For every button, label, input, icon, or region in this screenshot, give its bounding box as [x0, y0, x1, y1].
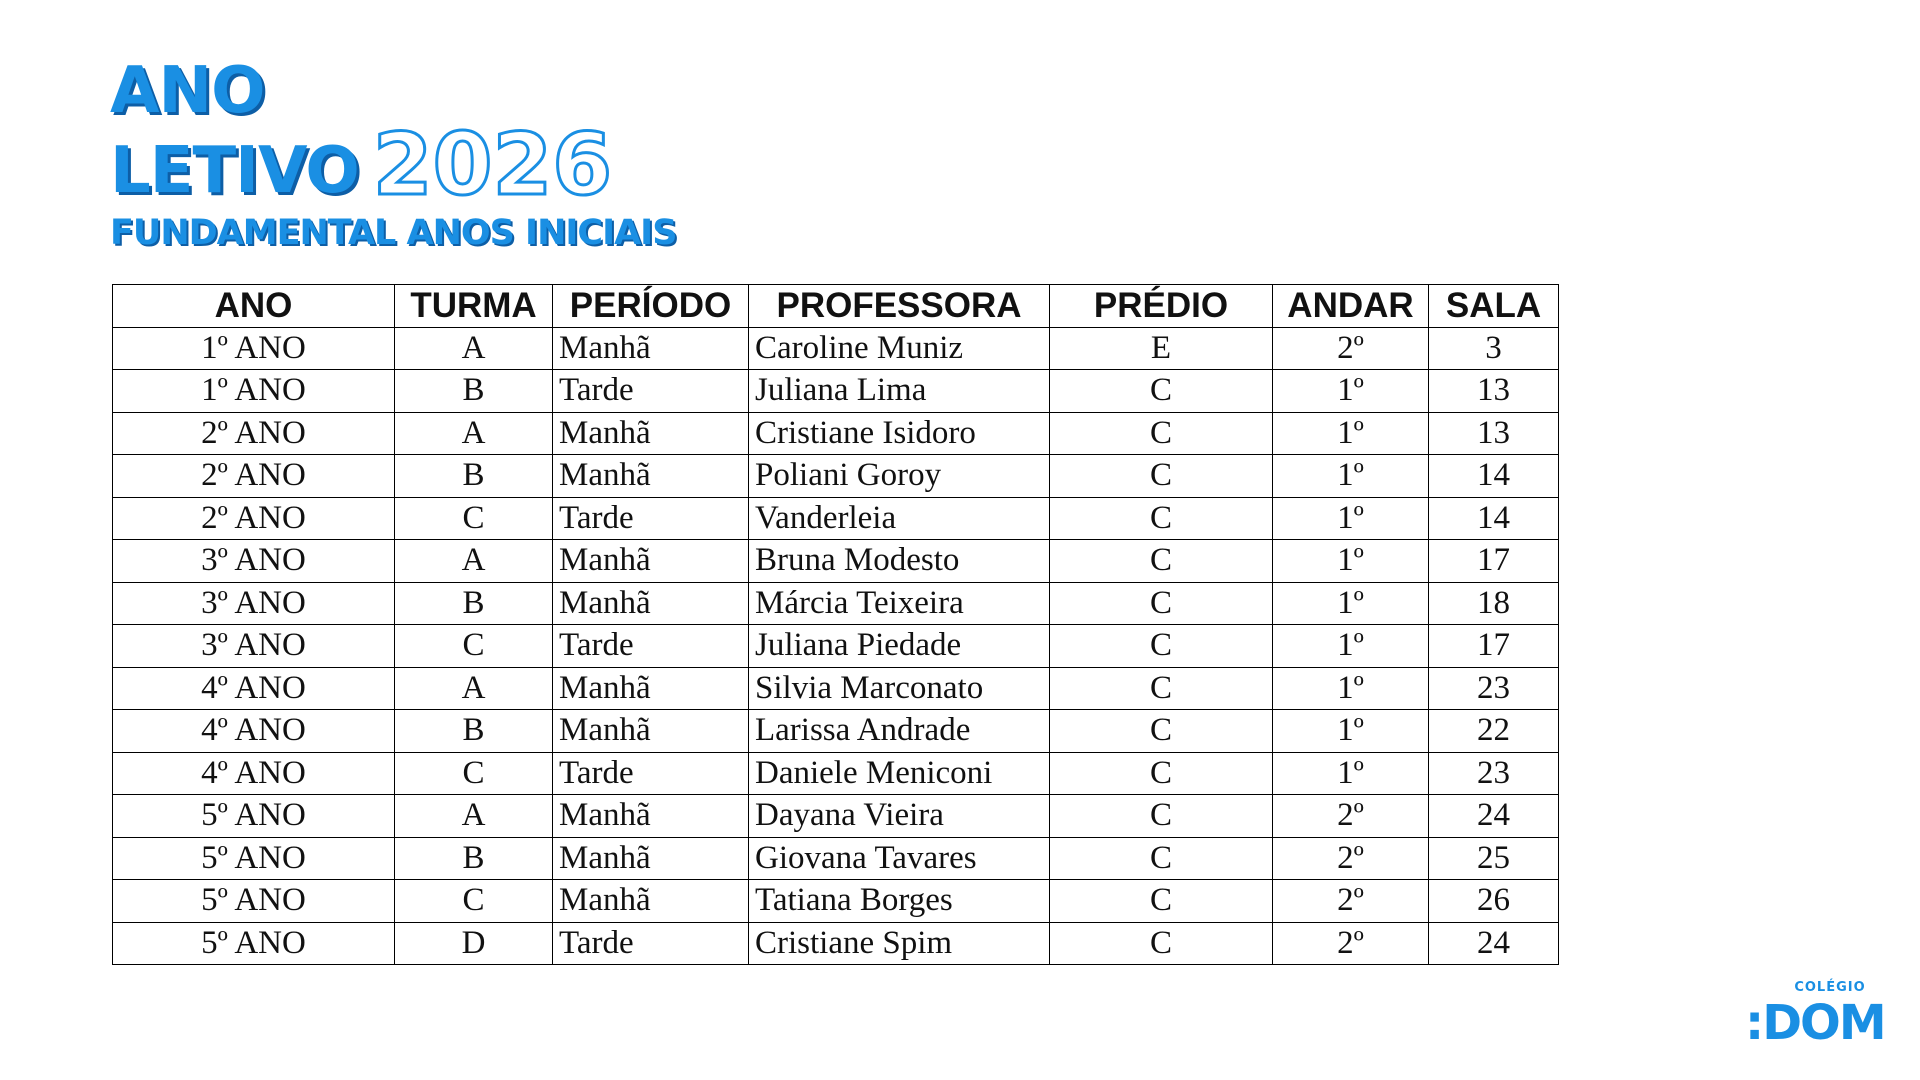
cell-periodo: Tarde [553, 625, 749, 668]
cell-andar: 1º [1273, 370, 1429, 413]
page-subtitle: FUNDAMENTAL ANOS INICIAIS [110, 213, 677, 253]
cell-andar: 2º [1273, 327, 1429, 370]
cell-turma: C [395, 880, 553, 923]
cell-predio: C [1050, 625, 1273, 668]
cell-andar: 1º [1273, 710, 1429, 753]
cell-ano: 3º ANO [113, 625, 395, 668]
table-header-row [113, 285, 1559, 328]
logo-big-text: :DOM [1745, 995, 1885, 1051]
table-row [113, 625, 1559, 668]
title-line-letivo [110, 114, 613, 215]
cell-andar: 1º [1273, 455, 1429, 498]
cell-turma: B [395, 455, 553, 498]
cell-professora: Vanderleia [749, 497, 1050, 540]
cell-ano: 1º ANO [113, 370, 395, 413]
cell-predio: C [1050, 455, 1273, 498]
cell-ano: 4º ANO [113, 710, 395, 753]
cell-turma: D [395, 922, 553, 965]
title-letivo-text: LETIVO [110, 133, 359, 208]
cell-professora: Caroline Muniz [749, 327, 1050, 370]
cell-sala: 13 [1429, 412, 1559, 455]
table-row [113, 667, 1559, 710]
cell-andar: 1º [1273, 540, 1429, 583]
cell-professora: Daniele Meniconi [749, 752, 1050, 795]
column-header-professora: PROFESSORA [749, 285, 1050, 328]
cell-professora: Giovana Tavares [749, 837, 1050, 880]
cell-ano: 5º ANO [113, 880, 395, 923]
cell-turma: C [395, 625, 553, 668]
cell-predio: C [1050, 667, 1273, 710]
cell-ano: 2º ANO [113, 497, 395, 540]
table-row [113, 795, 1559, 838]
cell-periodo: Tarde [553, 922, 749, 965]
title-line-ano: ANO [110, 54, 265, 128]
cell-sala: 14 [1429, 497, 1559, 540]
cell-predio: C [1050, 752, 1273, 795]
cell-periodo: Tarde [553, 497, 749, 540]
cell-professora: Juliana Piedade [749, 625, 1050, 668]
cell-andar: 2º [1273, 795, 1429, 838]
cell-turma: B [395, 837, 553, 880]
cell-sala: 26 [1429, 880, 1559, 923]
cell-sala: 24 [1429, 922, 1559, 965]
cell-andar: 1º [1273, 667, 1429, 710]
cell-andar: 2º [1273, 837, 1429, 880]
table-row [113, 412, 1559, 455]
cell-professora: Tatiana Borges [749, 880, 1050, 923]
cell-predio: C [1050, 370, 1273, 413]
table-row [113, 540, 1559, 583]
cell-ano: 3º ANO [113, 540, 395, 583]
cell-turma: B [395, 710, 553, 753]
cell-professora: Cristiane Spim [749, 922, 1050, 965]
table-row [113, 327, 1559, 370]
cell-turma: A [395, 412, 553, 455]
cell-sala: 23 [1429, 752, 1559, 795]
cell-andar: 2º [1273, 880, 1429, 923]
cell-ano: 4º ANO [113, 752, 395, 795]
cell-ano: 4º ANO [113, 667, 395, 710]
cell-periodo: Manhã [553, 880, 749, 923]
table-row [113, 582, 1559, 625]
table-row [113, 880, 1559, 923]
cell-predio: C [1050, 540, 1273, 583]
cell-sala: 22 [1429, 710, 1559, 753]
cell-turma: A [395, 795, 553, 838]
cell-andar: 2º [1273, 922, 1429, 965]
cell-professora: Larissa Andrade [749, 710, 1050, 753]
cell-turma: B [395, 370, 553, 413]
cell-periodo: Manhã [553, 455, 749, 498]
cell-professora: Bruna Modesto [749, 540, 1050, 583]
cell-periodo: Manhã [553, 412, 749, 455]
column-header-andar: ANDAR [1273, 285, 1429, 328]
column-header-sala: SALA [1429, 285, 1559, 328]
cell-andar: 1º [1273, 582, 1429, 625]
table-row [113, 710, 1559, 753]
cell-andar: 1º [1273, 625, 1429, 668]
cell-turma: C [395, 497, 553, 540]
cell-ano: 5º ANO [113, 795, 395, 838]
cell-andar: 1º [1273, 752, 1429, 795]
cell-periodo: Manhã [553, 837, 749, 880]
cell-professora: Cristiane Isidoro [749, 412, 1050, 455]
cell-sala: 3 [1429, 327, 1559, 370]
cell-sala: 14 [1429, 455, 1559, 498]
cell-turma: C [395, 752, 553, 795]
cell-turma: A [395, 540, 553, 583]
table-row [113, 455, 1559, 498]
cell-professora: Márcia Teixeira [749, 582, 1050, 625]
cell-periodo: Tarde [553, 370, 749, 413]
cell-ano: 3º ANO [113, 582, 395, 625]
cell-sala: 13 [1429, 370, 1559, 413]
cell-sala: 17 [1429, 540, 1559, 583]
cell-ano: 5º ANO [113, 922, 395, 965]
column-header-predio: PRÉDIO [1050, 285, 1273, 328]
cell-andar: 1º [1273, 412, 1429, 455]
cell-ano: 1º ANO [113, 327, 395, 370]
cell-andar: 1º [1273, 497, 1429, 540]
logo-small-text: COLÉGIO [1794, 980, 1866, 995]
page-title [110, 54, 613, 215]
cell-periodo: Manhã [553, 710, 749, 753]
table-row [113, 370, 1559, 413]
college-logo [1745, 980, 1905, 1051]
cell-predio: C [1050, 880, 1273, 923]
class-schedule-table [112, 284, 1559, 965]
cell-sala: 23 [1429, 667, 1559, 710]
cell-predio: E [1050, 327, 1273, 370]
cell-predio: C [1050, 412, 1273, 455]
cell-predio: C [1050, 837, 1273, 880]
cell-professora: Juliana Lima [749, 370, 1050, 413]
cell-turma: A [395, 327, 553, 370]
cell-ano: 5º ANO [113, 837, 395, 880]
cell-predio: C [1050, 710, 1273, 753]
table-body [113, 327, 1559, 965]
table-row [113, 497, 1559, 540]
cell-sala: 18 [1429, 582, 1559, 625]
table-row [113, 922, 1559, 965]
cell-sala: 24 [1429, 795, 1559, 838]
table-row [113, 752, 1559, 795]
cell-sala: 25 [1429, 837, 1559, 880]
cell-predio: C [1050, 582, 1273, 625]
column-header-ano: ANO [113, 285, 395, 328]
cell-predio: C [1050, 922, 1273, 965]
cell-predio: C [1050, 497, 1273, 540]
cell-periodo: Manhã [553, 540, 749, 583]
cell-sala: 17 [1429, 625, 1559, 668]
cell-periodo: Tarde [553, 752, 749, 795]
column-header-periodo: PERÍODO [553, 285, 749, 328]
cell-periodo: Manhã [553, 327, 749, 370]
cell-periodo: Manhã [553, 582, 749, 625]
cell-professora: Dayana Vieira [749, 795, 1050, 838]
cell-professora: Silvia Marconato [749, 667, 1050, 710]
cell-turma: B [395, 582, 553, 625]
cell-periodo: Manhã [553, 795, 749, 838]
cell-ano: 2º ANO [113, 455, 395, 498]
cell-ano: 2º ANO [113, 412, 395, 455]
cell-predio: C [1050, 795, 1273, 838]
column-header-turma: TURMA [395, 285, 553, 328]
table-row [113, 837, 1559, 880]
cell-turma: A [395, 667, 553, 710]
cell-professora: Poliani Goroy [749, 455, 1050, 498]
cell-periodo: Manhã [553, 667, 749, 710]
title-year: 2026 [372, 114, 613, 215]
